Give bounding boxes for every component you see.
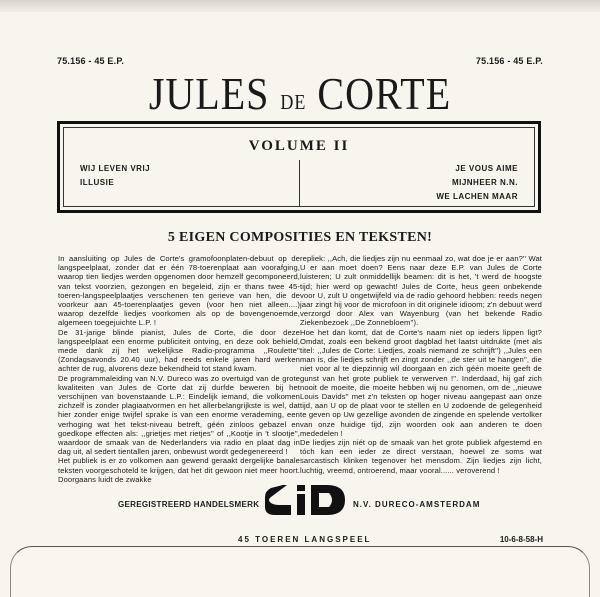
paragraph: In aansluiting op Jules de Corte's gramofoonplaten-debuut op de langspeelplaat, zonder dat er één 78-toerenplaat aan voorafging, waarop tien liedjes werden opgenomen door hemzelf gecomponeerd, van tekst voorzien, gezongen en begeleid, zijn er thans twee 45-toeren-langspeelplaatjes verschenen ten gerieve van hen, die de voorkeur aan 45-toerenplaatjes geven (voor hen niet alleen....) waarop dezelfde liedjes voorkomen als op de bovengenoemde, algemeen toegejuichte L.P. !: [58, 254, 300, 328]
track: MIJNHEER N.N.: [451, 178, 518, 187]
paragraph: Hoe het dan komt, dat de Corte's naam niet op ieders lippen ligt? Omdat, zoals een bekend groot dagblad het laatst uitdrukte (met als titel: ,,Jules de Corte: Liedjes, zoals niemand ze schrijft'') ,,Jules een man is, die liedjes schrijft en zingt zonder ,,de ster uit te hangen'', die niet voor al te diepzinnig wil doorgaan en zich géén moeite geeft de gunst van het grote publiek te verwerven !''. Inderdaad, hij gaf zich nooit de moeite, die moeite hebben wij nu genomen, om de ,,nieuwe Louis Davids'' met z'n teksten op hoger niveau aangepast aan onze tijd, aan U op de plaat voor te stellen en U zodoende de gelegenheid te geven op Uw gezellige avonden de zingende en spelende vertolker van onze huidige tijd, zijn woorden ook aan anderen te doen mededelen !: [300, 327, 542, 438]
side-divider: [299, 160, 300, 206]
artist-last-name: CORTE: [317, 67, 452, 120]
sleeve-top-fold: [0, 0, 600, 12]
artist-first-name: JULES: [148, 67, 270, 120]
speed-text: 45 TOEREN LANGSPEEL: [238, 535, 372, 544]
paragraph: De liedjes zijn niét op de smaak van het grote publiek afgestemd en tóch kan een ieder ze direct verstaan, hoewel ze soms wat sarcastisch klinken tegenover het mensdom. Zijn liedjes zijn licht, luchtig, vreemd, ontroerend, maar vooral...... veroverend !: [300, 438, 542, 475]
paragraph: Het publiek is er zo volkomen aan gewend geraakt dergelijke banale teksten voorgeschoteld te krijgen, dat het dit gewoon niet meer hoort. Doorgaans luidt de zwakke: [58, 456, 300, 484]
catalog-number-left: 75.156 - 45 E.P.: [57, 56, 125, 66]
volume-title: VOLUME II: [248, 138, 350, 154]
artist-title: [0, 66, 600, 120]
liner-notes-left-column: [58, 254, 300, 484]
track: JE VOUS AIME: [455, 164, 518, 173]
headline: 5 EIGEN COMPOSITIES EN TEKSTEN!: [167, 230, 433, 245]
sleeve-flap: [10, 546, 590, 597]
paragraph: De programmaleiding van N.V. Dureco was zo overtuigd van de grote kwaliteiten van Jules de Corte dat zij durfde beweren bij het verschijnen van bovenstaande L.P.: Eindelijk iemand, die volkomen zichzelf is zonder plagiaatvormen en het allerbelangrijkste is wel, dat hier zonder enige twijfel sprake is van een enorme verademing, een verhoging wat het tekst-niveau betreft, géén zinloos gebazel en goedkope effecten als: ,,grietjes met rietjes'' of ,,Kootje in 't slootje'', waardoor de smaak van de Nederlanders via radio en plaat dag in dag uit, al sedert tientallen jaren, onbewust wordt gedegenereerd !: [58, 373, 300, 457]
track: WIJ LEVEN VRIJ: [80, 164, 151, 173]
paragraph: repliek: ,,Ach, die liedjes zijn nu eenmaal zo, wat doe je er aan?'' Wat U er aan moet doen? Eens naar deze E.P. van Jules de Corte luisteren; U zult onmiddellijk beamen: dit is het, 't werd de hoogste tijd; hier werd op gewacht! Jules de Corte, heus geen onbekende voor U, zult U ongetwijfeld via de radio gehoord hebben: reeds negen jaar zingt hij voor de microfoon in dit originele idioom; z'n debuut werd verzorgd door Alex van Wayenburg (van het bekende Radio Ziekenbezoek ,,De Zonnebloem'').: [300, 254, 542, 328]
tracklist-inner-frame: [63, 127, 535, 207]
print-code: 10-6-8-58-H: [499, 535, 543, 544]
catalog-number-right: 75.156 - 45 E.P.: [475, 56, 543, 66]
tracklist-box: [57, 121, 541, 213]
liner-notes-right-column: [300, 254, 542, 475]
side-a-tracks: [80, 162, 150, 190]
track: WE LACHEN MAAR: [436, 192, 518, 201]
track: ILLUSIE: [80, 178, 115, 187]
label-name: N.V. DURECO-AMSTERDAM: [353, 500, 481, 509]
cid-logo-icon: [265, 483, 347, 517]
trademark-text: GEREGISTREERD HANDELSMERK: [118, 500, 260, 509]
side-b-tracks: [436, 162, 518, 204]
paragraph: De 31-jarige blinde pianist, Jules de Corte, die door deze langspeelplaat een enorme publiciteit ontving, en deze ook behield, mede dank zij het wekelijkse Radio-programma ,,Roulette'' (Zondagsavonds 20.40 uur), had reeds enkele jaren hard werken achter de rug, alvorens deze bekendheid tot stand kwam.: [58, 327, 300, 374]
artist-particle: DE: [280, 90, 307, 114]
